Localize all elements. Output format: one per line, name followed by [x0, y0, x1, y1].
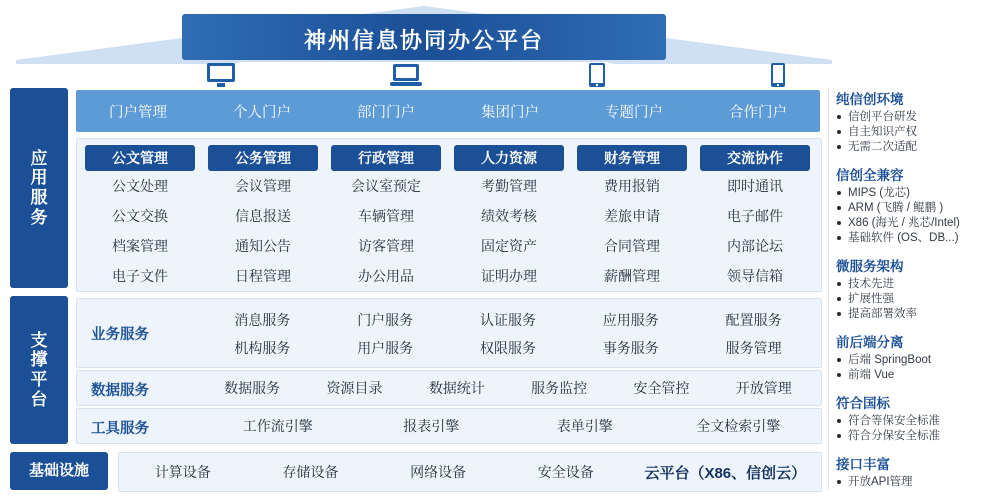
portal-item[interactable]: 个人门户: [233, 104, 291, 121]
feature-group: [836, 164, 994, 246]
feature-group: [836, 392, 994, 444]
module-item[interactable]: 办公用品: [358, 268, 414, 284]
module-item[interactable]: 考勤管理: [481, 178, 537, 194]
support-data-row: [201, 375, 815, 401]
feature-item-text: ARM (飞腾 / 鲲鹏 ): [848, 202, 944, 214]
service-item[interactable]: 安全管控: [633, 380, 690, 396]
support-tool-row: [201, 413, 815, 439]
feature-item: [836, 429, 994, 444]
module-item[interactable]: 差旅申请: [604, 208, 660, 224]
feature-item: [836, 110, 994, 125]
feature-item: [836, 140, 994, 155]
bullet-icon: [837, 221, 841, 225]
bullet-icon: [837, 130, 841, 134]
support-data-services: [76, 370, 822, 406]
portal-item[interactable]: 部门门户: [357, 104, 415, 121]
layer-label-infrastructure-text: 基础设施: [28, 462, 89, 480]
module-item[interactable]: 内部论坛: [727, 238, 783, 254]
service-item[interactable]: 开放管理: [735, 380, 792, 396]
bullet-icon: [837, 145, 841, 149]
service-item[interactable]: 全文检索引擎: [696, 418, 781, 434]
bullet-icon: [837, 312, 841, 316]
bullet-icon: [837, 236, 841, 240]
module-column: [450, 145, 568, 291]
service-item[interactable]: 工作流引擎: [242, 418, 313, 434]
application-modules: [76, 138, 822, 292]
feature-item: [836, 475, 994, 490]
portal-bar: [76, 90, 820, 132]
infrastructure-item[interactable]: 安全设备: [537, 464, 594, 480]
infrastructure-cloud-platform[interactable]: 云平台（X86、信创云）: [644, 464, 807, 482]
module-item[interactable]: 信息报送: [235, 208, 291, 224]
service-item[interactable]: 应用服务: [602, 312, 659, 328]
feature-item: [836, 368, 994, 383]
portal-item[interactable]: 专题门户: [605, 104, 663, 121]
feature-group: [836, 331, 994, 383]
feature-item: [836, 231, 994, 246]
bullet-icon: [837, 115, 841, 119]
module-item[interactable]: 车辆管理: [358, 208, 414, 224]
bullet-icon: [837, 373, 841, 377]
panel-divider: [828, 88, 829, 490]
module-title[interactable]: 交流协作: [700, 145, 810, 171]
feature-item: [836, 186, 994, 201]
feature-title: 前后端分离: [836, 335, 904, 350]
service-item[interactable]: 配置服务: [725, 312, 782, 328]
bullet-icon: [837, 191, 841, 195]
layer-label-support: [10, 296, 68, 444]
service-item[interactable]: 事务服务: [602, 340, 659, 356]
feature-item: [836, 277, 994, 292]
feature-panel: [836, 88, 994, 490]
device-icon-row: [80, 62, 820, 88]
feature-item: [836, 216, 994, 231]
module-title[interactable]: 财务管理: [577, 145, 687, 171]
support-business-label: 业务服务: [91, 327, 149, 343]
feature-item-text: 无需二次适配: [848, 141, 917, 153]
feature-group: [836, 255, 994, 322]
module-title[interactable]: 人力资源: [454, 145, 564, 171]
infrastructure-item[interactable]: 存储设备: [282, 464, 339, 480]
support-business-row-1: [201, 307, 815, 333]
module-item[interactable]: 日程管理: [235, 268, 291, 284]
module-item[interactable]: 即时通讯: [727, 178, 783, 194]
feature-item-text: 技术先进: [848, 278, 894, 290]
bullet-icon: [837, 434, 841, 438]
module-item[interactable]: 绩效考核: [481, 208, 537, 224]
support-tool-label: 工具服务: [91, 421, 149, 437]
feature-item-text: 符合分保安全标准: [848, 430, 940, 442]
module-column: [573, 145, 691, 291]
page-title: 神州信息协同办公平台: [303, 28, 544, 53]
feature-title: 纯信创环境: [836, 92, 904, 107]
module-item[interactable]: 证明办理: [481, 268, 537, 284]
module-title[interactable]: 公文管理: [85, 145, 195, 171]
layer-label-application-text: 应用服务: [30, 148, 48, 227]
service-item[interactable]: 消息服务: [234, 312, 291, 328]
portal-item[interactable]: 集团门户: [481, 104, 539, 121]
service-item[interactable]: 资源目录: [326, 380, 383, 396]
feature-item: [836, 414, 994, 429]
bullet-icon: [837, 297, 841, 301]
module-column: [81, 145, 199, 291]
feature-item: [836, 353, 994, 368]
module-item[interactable]: 公文处理: [112, 178, 168, 194]
service-item[interactable]: 认证服务: [479, 312, 536, 328]
feature-title: 信创全兼容: [836, 168, 904, 183]
feature-group: [836, 453, 994, 490]
module-item[interactable]: 访客管理: [358, 238, 414, 254]
module-title[interactable]: 公务管理: [208, 145, 318, 171]
service-item[interactable]: 数据服务: [224, 380, 281, 396]
service-item[interactable]: 用户服务: [357, 340, 414, 356]
monitor-icon: [206, 62, 236, 88]
module-item[interactable]: 公文交换: [112, 208, 168, 224]
service-item[interactable]: 报表引擎: [403, 418, 460, 434]
feature-group: [836, 88, 994, 155]
infrastructure-item[interactable]: 计算设备: [154, 464, 211, 480]
bullet-icon: [837, 206, 841, 210]
portal-item[interactable]: 门户管理: [109, 104, 167, 121]
module-item[interactable]: 通知公告: [235, 238, 291, 254]
bullet-icon: [837, 358, 841, 362]
roof-banner: [14, 4, 834, 66]
feature-item-text: 符合等保安全标准: [848, 415, 940, 427]
feature-title: 微服务架构: [836, 259, 904, 274]
module-column: [696, 145, 814, 291]
feature-item: [836, 125, 994, 140]
module-item[interactable]: 电子邮件: [727, 208, 783, 224]
layer-label-application: [10, 88, 68, 288]
module-column: [204, 145, 322, 291]
phone-icon: [770, 62, 786, 88]
module-item[interactable]: 档案管理: [112, 238, 168, 254]
module-item[interactable]: 固定资产: [481, 238, 537, 254]
module-item[interactable]: 会议管理: [235, 178, 291, 194]
feature-item-text: 前端 Vue: [848, 369, 895, 381]
feature-title: 接口丰富: [836, 457, 890, 472]
module-item[interactable]: 费用报销: [604, 178, 660, 194]
bullet-icon: [837, 419, 841, 423]
module-item[interactable]: 电子文件: [112, 268, 168, 284]
service-item[interactable]: 数据统计: [428, 380, 485, 396]
feature-item-text: 信创平台研发: [848, 111, 917, 123]
tablet-icon: [588, 62, 606, 88]
layer-label-support-text: 支撑平台: [30, 330, 48, 409]
bullet-icon: [837, 480, 841, 484]
infrastructure-item[interactable]: 网络设备: [410, 464, 467, 480]
feature-item-text: 后端 SpringBoot: [848, 354, 932, 366]
service-item[interactable]: 机构服务: [234, 340, 291, 356]
feature-item-text: 扩展性强: [848, 293, 894, 305]
service-item[interactable]: 服务监控: [531, 380, 588, 396]
laptop-icon: [390, 62, 422, 88]
service-item[interactable]: 服务管理: [725, 340, 782, 356]
module-item[interactable]: 薪酬管理: [604, 268, 660, 284]
feature-item: [836, 292, 994, 307]
support-business-services: [76, 298, 822, 368]
feature-item-text: MIPS (龙芯): [848, 187, 910, 199]
service-item[interactable]: 表单引擎: [556, 418, 613, 434]
infrastructure-row: [118, 452, 822, 492]
module-item[interactable]: 会议室预定: [351, 178, 421, 194]
portal-item[interactable]: 合作门户: [729, 104, 787, 121]
feature-item-text: 自主知识产权: [848, 126, 917, 138]
module-title[interactable]: 行政管理: [331, 145, 441, 171]
support-business-row-2: [201, 335, 815, 361]
feature-item: [836, 307, 994, 322]
support-tool-services: [76, 408, 822, 444]
bullet-icon: [837, 282, 841, 286]
feature-item-text: 提高部署效率: [848, 308, 917, 320]
feature-title: 符合国标: [836, 396, 890, 411]
feature-item-text: 基础软件 (OS、DB...): [848, 232, 959, 244]
feature-item: [836, 201, 994, 216]
module-column: [327, 145, 445, 291]
feature-item-text: 开放API管理: [848, 476, 913, 488]
layer-label-infrastructure: [10, 452, 108, 490]
feature-item-text: X86 (海光 / 兆芯/Intel): [848, 217, 960, 229]
support-data-label: 数据服务: [91, 383, 149, 399]
service-item[interactable]: 权限服务: [479, 340, 536, 356]
module-item[interactable]: 领导信箱: [727, 268, 783, 284]
service-item[interactable]: 门户服务: [357, 312, 414, 328]
module-item[interactable]: 合同管理: [604, 238, 660, 254]
